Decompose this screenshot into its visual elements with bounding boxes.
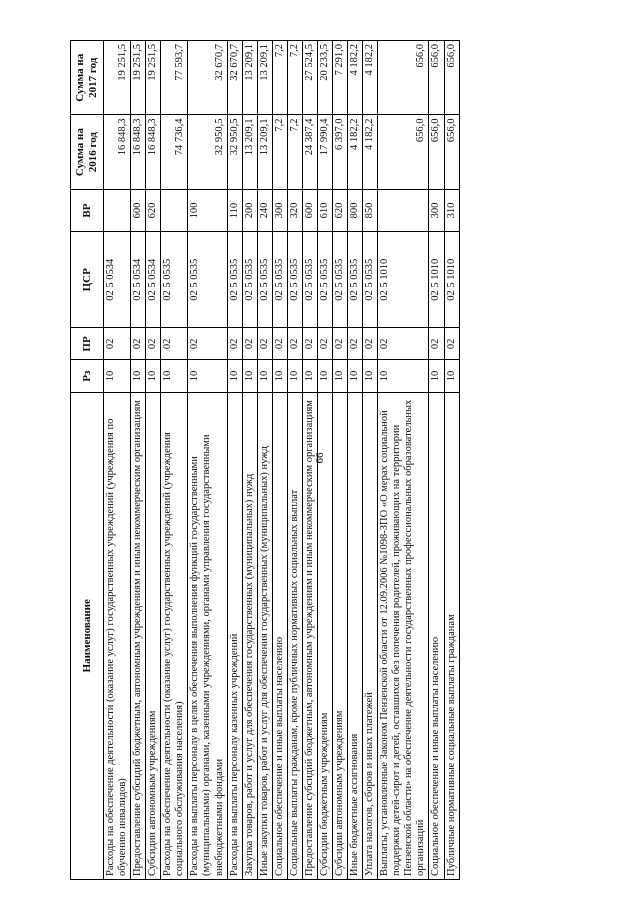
cell-rz: 10	[444, 360, 459, 392]
cell-name: Субсидии бюджетным учреждениям	[317, 392, 332, 879]
table-row	[257, 41, 272, 880]
header-name: Наименование	[71, 392, 104, 879]
cell-csr: 02 5 0535	[257, 232, 272, 328]
cell-rz: 10	[348, 360, 363, 392]
table-row	[287, 41, 302, 880]
cell-sum-2016: 13 209,1	[242, 115, 257, 189]
budget-table	[70, 40, 460, 880]
cell-pr: 02	[242, 328, 257, 360]
table-row	[227, 41, 242, 880]
cell-sum-2017: 19 251,5	[131, 41, 146, 115]
cell-pr: 02	[131, 328, 146, 360]
cell-name: Закупка товаров, работ и услуг для обеспечения государственных (муниципальных) нужд	[242, 392, 257, 879]
cell-rz: 10	[227, 360, 242, 392]
table-row	[378, 41, 429, 880]
table-row	[242, 41, 257, 880]
cell-sum-2017: 13 209,1	[257, 41, 272, 115]
cell-sum-2017: 656,0	[378, 41, 429, 115]
table-row	[348, 41, 363, 880]
cell-name: Предоставление субсидий бюджетным, автономным учреждениям и иным некоммерческим организациям	[302, 392, 317, 879]
table-header-row	[71, 41, 104, 880]
cell-vr: 600	[131, 189, 146, 231]
cell-sum-2016: 13 209,1	[257, 115, 272, 189]
cell-rz: 10	[333, 360, 348, 392]
cell-vr: 800	[348, 189, 363, 231]
cell-csr: 02 5 1010	[444, 232, 459, 328]
table-row	[161, 41, 188, 880]
cell-csr: 02 5 0535	[242, 232, 257, 328]
cell-rz: 10	[131, 360, 146, 392]
cell-vr: 110	[227, 189, 242, 231]
cell-rz: 10	[146, 360, 161, 392]
cell-sum-2017: 77 593,7	[161, 41, 188, 115]
cell-csr: 02 5 0535	[287, 232, 302, 328]
cell-rz: 10	[302, 360, 317, 392]
cell-rz: 10	[272, 360, 287, 392]
cell-name: Социальные выплаты гражданам, кроме публичных нормативных социальных выплат	[287, 392, 302, 879]
cell-rz: 10	[378, 360, 429, 392]
cell-sum-2016: 16 848,3	[131, 115, 146, 189]
cell-sum-2016: 24 387,4	[302, 115, 317, 189]
cell-pr: 02	[188, 328, 227, 360]
cell-name: Социальное обеспечение и иные выплаты населению	[272, 392, 287, 879]
cell-vr	[104, 189, 131, 231]
cell-sum-2016: 6 397,0	[333, 115, 348, 189]
cell-vr: 300	[272, 189, 287, 231]
cell-name: Иные закупки товаров, работ и услуг для обеспечения государственных (муниципальных) нужд	[257, 392, 272, 879]
cell-name: Расходы на выплаты персоналу в целях обеспечения выполнения функций государственными (муниципальными) органами, казенными учреждениями, органами управления государственными внебюджетными фондами	[188, 392, 227, 879]
cell-sum-2016: 32 950,5	[227, 115, 242, 189]
table-row	[302, 41, 317, 880]
cell-name: Уплата налогов, сборов и иных платежей	[363, 392, 378, 879]
cell-vr: 310	[444, 189, 459, 231]
cell-pr: 02	[363, 328, 378, 360]
cell-rz: 10	[161, 360, 188, 392]
cell-sum-2017: 27 524,5	[302, 41, 317, 115]
header-sum-2016: Сумма на 2016 год	[71, 115, 104, 189]
cell-rz: 10	[257, 360, 272, 392]
cell-csr: 02 5 0535	[302, 232, 317, 328]
table-row	[146, 41, 161, 880]
cell-vr: 850	[363, 189, 378, 231]
cell-sum-2017: 32 670,7	[227, 41, 242, 115]
cell-sum-2016: 32 950,5	[188, 115, 227, 189]
cell-name: Субсидии автономным учреждениям	[146, 392, 161, 879]
cell-csr: 02 5 0534	[104, 232, 131, 328]
table-row	[188, 41, 227, 880]
cell-rz: 10	[317, 360, 332, 392]
cell-sum-2016: 17 990,4	[317, 115, 332, 189]
cell-csr: 02 5 0535	[363, 232, 378, 328]
cell-sum-2017: 32 670,7	[188, 41, 227, 115]
cell-sum-2017: 7,2	[287, 41, 302, 115]
table-row	[131, 41, 146, 880]
table-row	[444, 41, 459, 880]
cell-sum-2016: 7,2	[272, 115, 287, 189]
cell-pr: 02	[257, 328, 272, 360]
cell-sum-2016: 74 736,4	[161, 115, 188, 189]
cell-vr: 600	[302, 189, 317, 231]
cell-csr: 02 5 0534	[131, 232, 146, 328]
cell-sum-2017: 13 209,1	[242, 41, 257, 115]
cell-pr: 02	[429, 328, 444, 360]
cell-sum-2017: 7,2	[272, 41, 287, 115]
cell-sum-2016: 656,0	[444, 115, 459, 189]
header-vr: ВР	[71, 189, 104, 231]
cell-csr: 02 5 0535	[188, 232, 227, 328]
cell-pr: 02	[302, 328, 317, 360]
cell-sum-2016: 656,0	[429, 115, 444, 189]
cell-name: Выплаты, установленные Законом Пензенской области от 12.09.2006 №1098-ЗПО «О мерах социальной поддержки детей-сирот и детей, оставшихся без попечения родителей, проживающих на территории Пензенской области» на обеспечение деятельности государственных профессиональных образовательных организаций	[378, 392, 429, 879]
cell-name: Расходы на обеспечение деятельности (оказание услуг) государственных учреждений (учреждения социального обслуживания населения)	[161, 392, 188, 879]
cell-vr: 610	[317, 189, 332, 231]
table-row	[272, 41, 287, 880]
cell-sum-2017: 656,0	[429, 41, 444, 115]
cell-name: Иные бюджетные ассигнования	[348, 392, 363, 879]
cell-rz: 10	[104, 360, 131, 392]
cell-name: Социальное обеспечение и иные выплаты населению	[429, 392, 444, 879]
cell-sum-2016: 4 182,2	[363, 115, 378, 189]
cell-csr: 02 5 1010	[378, 232, 429, 328]
cell-sum-2016: 4 182,2	[348, 115, 363, 189]
cell-sum-2017: 7 291,0	[333, 41, 348, 115]
cell-pr: 02	[104, 328, 131, 360]
cell-sum-2016: 7,2	[287, 115, 302, 189]
cell-rz: 10	[429, 360, 444, 392]
header-sum-2017: Сумма на 2017 год	[71, 41, 104, 115]
cell-vr: 620	[333, 189, 348, 231]
cell-pr: 02	[378, 328, 429, 360]
header-csr: ЦСР	[71, 232, 104, 328]
cell-pr: 02	[333, 328, 348, 360]
cell-rz: 10	[188, 360, 227, 392]
cell-name: Субсидии автономным учреждениям	[333, 392, 348, 879]
cell-csr: 02 5 1010	[429, 232, 444, 328]
cell-sum-2016: 16 848,3	[104, 115, 131, 189]
cell-sum-2016: 16 848,3	[146, 115, 161, 189]
cell-csr: 02 5 0535	[161, 232, 188, 328]
cell-vr: 240	[257, 189, 272, 231]
cell-sum-2017: 4 182,2	[363, 41, 378, 115]
cell-sum-2017: 19 251,5	[146, 41, 161, 115]
cell-vr: 100	[188, 189, 227, 231]
cell-sum-2017: 19 251,5	[104, 41, 131, 115]
cell-name: Предоставление субсидий бюджетным, автономным учреждениям и иным некоммерческим организациям	[131, 392, 146, 879]
cell-pr: 02	[444, 328, 459, 360]
cell-vr	[378, 189, 429, 231]
cell-vr: 320	[287, 189, 302, 231]
cell-rz: 10	[287, 360, 302, 392]
cell-pr: 02	[287, 328, 302, 360]
cell-name: Публичные нормативные социальные выплаты гражданам	[444, 392, 459, 879]
cell-csr: 02 5 0535	[333, 232, 348, 328]
cell-pr: 02	[161, 328, 188, 360]
cell-vr: 620	[146, 189, 161, 231]
cell-pr: 02	[227, 328, 242, 360]
table-row	[104, 41, 131, 880]
cell-csr: 02 5 0535	[227, 232, 242, 328]
cell-pr: 02	[272, 328, 287, 360]
table-row	[363, 41, 378, 880]
cell-sum-2016: 656,0	[378, 115, 429, 189]
cell-sum-2017: 656,0	[444, 41, 459, 115]
table-row	[317, 41, 332, 880]
cell-rz: 10	[242, 360, 257, 392]
table-row	[333, 41, 348, 880]
cell-csr: 02 5 0535	[317, 232, 332, 328]
cell-pr: 02	[317, 328, 332, 360]
cell-vr	[161, 189, 188, 231]
header-rz: Рз	[71, 360, 104, 392]
cell-rz: 10	[363, 360, 378, 392]
cell-name: Расходы на обеспечение деятельности (оказание услуг) государственных учреждений (учреждения по обучению инвалидов)	[104, 392, 131, 879]
cell-csr: 02 5 0535	[272, 232, 287, 328]
header-pr: ПР	[71, 328, 104, 360]
cell-pr: 02	[348, 328, 363, 360]
cell-csr: 02 5 0535	[348, 232, 363, 328]
table-row	[429, 41, 444, 880]
cell-vr: 200	[242, 189, 257, 231]
page-number: 66	[314, 452, 326, 464]
cell-vr: 300	[429, 189, 444, 231]
rotated-page-content	[70, 40, 460, 880]
cell-pr: 02	[146, 328, 161, 360]
cell-csr: 02 5 0534	[146, 232, 161, 328]
cell-name: Расходы на выплаты персоналу казенных учреждений	[227, 392, 242, 879]
cell-sum-2017: 4 182,2	[348, 41, 363, 115]
cell-sum-2017: 20 233,5	[317, 41, 332, 115]
